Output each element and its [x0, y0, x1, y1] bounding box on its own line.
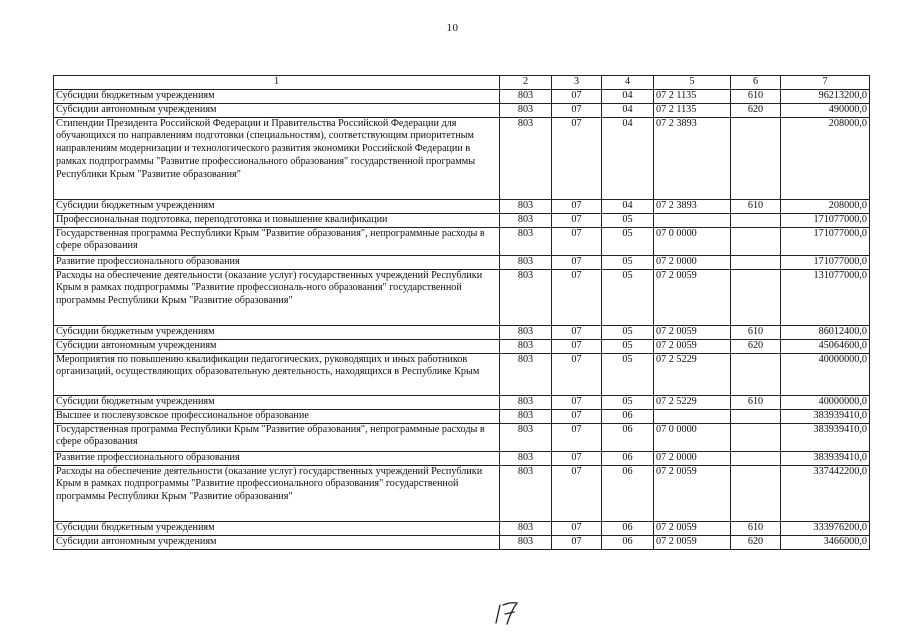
- table-cell-col7: 337442200,0: [781, 465, 870, 521]
- table-row: [54, 255, 870, 269]
- header-cell-4: 4: [602, 76, 654, 90]
- table-cell-col4: 05: [602, 213, 654, 227]
- table-cell-col5: 07 2 5229: [654, 353, 731, 395]
- table-cell-col4: 06: [602, 409, 654, 423]
- table-cell-col1: Профессиональная подготовка, переподготовка и повышение квалификации: [54, 213, 500, 227]
- table-cell-col2: 803: [500, 104, 552, 118]
- table-cell-col3: 07: [552, 423, 602, 451]
- table-cell-col1: Субсидии бюджетным учреждениям: [54, 90, 500, 104]
- table-cell-col7: 208000,0: [781, 117, 870, 199]
- table-cell-col5: 07 0 0000: [654, 227, 731, 255]
- table-cell-col3: 07: [552, 325, 602, 339]
- table-cell-col3: 07: [552, 255, 602, 269]
- table-cell-col5: 07 2 0059: [654, 521, 731, 535]
- table-cell-col3: 07: [552, 395, 602, 409]
- table-cell-col3: 07: [552, 90, 602, 104]
- table-cell-col1: Субсидии бюджетным учреждениям: [54, 521, 500, 535]
- table-cell-col7: 383939410,0: [781, 409, 870, 423]
- header-cell-1: 1: [54, 76, 500, 90]
- table-cell-col4: 06: [602, 535, 654, 549]
- table-cell-col6: [731, 409, 781, 423]
- table-cell-col2: 803: [500, 227, 552, 255]
- table-cell-col2: 803: [500, 90, 552, 104]
- table-cell-col4: 06: [602, 521, 654, 535]
- handwritten-stroke-3: [505, 612, 514, 614]
- table-row: [54, 213, 870, 227]
- table-row: [54, 409, 870, 423]
- table-cell-col4: 05: [602, 353, 654, 395]
- table-cell-col7: 40000000,0: [781, 353, 870, 395]
- table-cell-col5: [654, 213, 731, 227]
- table-cell-col6: [731, 255, 781, 269]
- table-cell-col4: 05: [602, 269, 654, 325]
- table-cell-col1: Субсидии автономным учреждениям: [54, 104, 500, 118]
- table-cell-col6: 610: [731, 395, 781, 409]
- handwritten-page-mark: [492, 598, 522, 626]
- table-cell-col5: 07 2 3893: [654, 117, 731, 199]
- table-cell-col1: Субсидии бюджетным учреждениям: [54, 199, 500, 213]
- table-cell-col7: 171077000,0: [781, 227, 870, 255]
- table-cell-col4: 05: [602, 395, 654, 409]
- table-cell-col2: 803: [500, 451, 552, 465]
- table-row: [54, 521, 870, 535]
- table-cell-col3: 07: [552, 269, 602, 325]
- header-cell-5: 5: [654, 76, 731, 90]
- table-cell-col5: 07 2 0059: [654, 269, 731, 325]
- table-cell-col1: Государственная программа Республики Крым "Развитие образования", непрограммные расходы в сфере образования: [54, 423, 500, 451]
- table-cell-col2: 803: [500, 409, 552, 423]
- table-cell-col2: 803: [500, 255, 552, 269]
- table-cell-col1: Стипендии Президента Российской Федерации и Правительства Российской Федерации для обучающихся по направлениям подготовки (специальностям), соответствующим приоритетным направлениям модернизации и технологического развития экономики Российской Федерации в рамках подпрограммы "Развитие профессионального образования" государственной программы Республики Крым "Развитие образования": [54, 117, 500, 199]
- table-cell-col5: 07 2 3893: [654, 199, 731, 213]
- table-cell-col4: 05: [602, 227, 654, 255]
- table-cell-col1: Высшее и послевузовское профессиональное образование: [54, 409, 500, 423]
- table-cell-col3: 07: [552, 465, 602, 521]
- table-cell-col4: 05: [602, 339, 654, 353]
- table-cell-col6: [731, 353, 781, 395]
- table-cell-col3: 07: [552, 451, 602, 465]
- table-cell-col2: 803: [500, 325, 552, 339]
- table-cell-col5: 07 2 0000: [654, 255, 731, 269]
- table-cell-col1: Развитие профессионального образования: [54, 255, 500, 269]
- table-row: [54, 339, 870, 353]
- table-cell-col5: 07 2 0059: [654, 535, 731, 549]
- table-cell-col7: 171077000,0: [781, 255, 870, 269]
- table-cell-col7: 208000,0: [781, 199, 870, 213]
- table-cell-col1: Субсидии автономным учреждениям: [54, 339, 500, 353]
- table-cell-col3: 07: [552, 353, 602, 395]
- table-cell-col1: Мероприятия по повышению квалификации педагогических, руководящих и иных работников организаций, осуществляющих образовательную деятельность, находящихся в Республике Крым: [54, 353, 500, 395]
- table-cell-col6: 620: [731, 535, 781, 549]
- table-cell-col6: [731, 465, 781, 521]
- table-cell-col7: 40000000,0: [781, 395, 870, 409]
- table-cell-col3: 07: [552, 535, 602, 549]
- header-cell-2: 2: [500, 76, 552, 90]
- table-cell-col6: [731, 269, 781, 325]
- table-cell-col6: [731, 423, 781, 451]
- table-cell-col6: 620: [731, 339, 781, 353]
- budget-table: [53, 75, 870, 550]
- table-cell-col2: 803: [500, 213, 552, 227]
- table-cell-col4: 06: [602, 423, 654, 451]
- table-cell-col4: 04: [602, 117, 654, 199]
- table-cell-col4: 04: [602, 104, 654, 118]
- table-cell-col7: 171077000,0: [781, 213, 870, 227]
- table-cell-col2: 803: [500, 423, 552, 451]
- table-cell-col6: 610: [731, 521, 781, 535]
- table-cell-col1: Расходы на обеспечение деятельности (оказание услуг) государственных учреждений Республики Крым в рамках подпрограммы "Развитие профессиональ-ного образования" государственной программы Республики Крым "Развитие образования": [54, 269, 500, 325]
- table-cell-col5: 07 2 5229: [654, 395, 731, 409]
- table-cell-col2: 803: [500, 535, 552, 549]
- table-cell-col7: 3466000,0: [781, 535, 870, 549]
- table-cell-col1: Расходы на обеспечение деятельности (оказание услуг) государственных учреждений Республики Крым в рамках подпрограммы "Развитие профессионального образования" государственной программы Республики Крым "Развитие образования": [54, 465, 500, 521]
- table-cell-col2: 803: [500, 269, 552, 325]
- table-cell-col2: 803: [500, 395, 552, 409]
- table-row: [54, 395, 870, 409]
- table-cell-col4: 04: [602, 199, 654, 213]
- table-cell-col5: 07 0 0000: [654, 423, 731, 451]
- table-cell-col6: [731, 451, 781, 465]
- table-cell-col1: Субсидии бюджетным учреждениям: [54, 325, 500, 339]
- table-row: [54, 535, 870, 549]
- table-cell-col2: 803: [500, 521, 552, 535]
- table-row: [54, 269, 870, 325]
- header-cell-6: 6: [731, 76, 781, 90]
- table-cell-col3: 07: [552, 339, 602, 353]
- table-row: [54, 104, 870, 118]
- table-cell-col3: 07: [552, 117, 602, 199]
- table-cell-col7: 490000,0: [781, 104, 870, 118]
- table-cell-col6: [731, 213, 781, 227]
- table-row: [54, 353, 870, 395]
- table-cell-col2: 803: [500, 199, 552, 213]
- table-cell-col7: 131077000,0: [781, 269, 870, 325]
- table-cell-col6: 610: [731, 199, 781, 213]
- table-cell-col5: 07 2 1135: [654, 90, 731, 104]
- table-cell-col7: 333976200,0: [781, 521, 870, 535]
- table-cell-col3: 07: [552, 521, 602, 535]
- table-cell-col3: 07: [552, 409, 602, 423]
- table-cell-col6: [731, 227, 781, 255]
- table-row: [54, 423, 870, 451]
- header-cell-3: 3: [552, 76, 602, 90]
- table-cell-col2: 803: [500, 465, 552, 521]
- table-cell-col5: 07 2 0059: [654, 339, 731, 353]
- table-cell-col5: 07 2 0059: [654, 465, 731, 521]
- table-cell-col6: 610: [731, 90, 781, 104]
- table-cell-col2: 803: [500, 117, 552, 199]
- table-cell-col4: 04: [602, 90, 654, 104]
- table-row: [54, 451, 870, 465]
- handwritten-stroke-1: [496, 605, 500, 623]
- table-cell-col5: 07 2 0059: [654, 325, 731, 339]
- table-cell-col5: 07 2 0000: [654, 451, 731, 465]
- table-row: [54, 465, 870, 521]
- table-cell-col6: 610: [731, 325, 781, 339]
- table-row: [54, 325, 870, 339]
- table-cell-col5: 07 2 1135: [654, 104, 731, 118]
- table-row: [54, 117, 870, 199]
- table-cell-col3: 07: [552, 227, 602, 255]
- table-cell-col7: 86012400,0: [781, 325, 870, 339]
- table-cell-col1: Развитие профессионального образования: [54, 451, 500, 465]
- table-row: [54, 199, 870, 213]
- table-cell-col3: 07: [552, 199, 602, 213]
- table-cell-col4: 06: [602, 451, 654, 465]
- table-cell-col7: 383939410,0: [781, 451, 870, 465]
- table-cell-col7: 96213200,0: [781, 90, 870, 104]
- table-header-row: [54, 76, 870, 90]
- table-cell-col4: 05: [602, 255, 654, 269]
- table-cell-col4: 05: [602, 325, 654, 339]
- table-cell-col2: 803: [500, 353, 552, 395]
- page-number: 10: [446, 22, 459, 34]
- table-cell-col7: 383939410,0: [781, 423, 870, 451]
- table-row: [54, 227, 870, 255]
- table-row: [54, 90, 870, 104]
- table-cell-col1: Субсидии автономным учреждениям: [54, 535, 500, 549]
- table-cell-col1: Государственная программа Республики Крым "Развитие образования", непрограммные расходы в сфере образования: [54, 227, 500, 255]
- header-cell-7: 7: [781, 76, 870, 90]
- table-cell-col7: 45064600,0: [781, 339, 870, 353]
- table-cell-col3: 07: [552, 104, 602, 118]
- table-cell-col6: 620: [731, 104, 781, 118]
- table-cell-col5: [654, 409, 731, 423]
- table-cell-col3: 07: [552, 213, 602, 227]
- table-cell-col6: [731, 117, 781, 199]
- table-cell-col2: 803: [500, 339, 552, 353]
- table-cell-col4: 06: [602, 465, 654, 521]
- table-cell-col1: Субсидии бюджетным учреждениям: [54, 395, 500, 409]
